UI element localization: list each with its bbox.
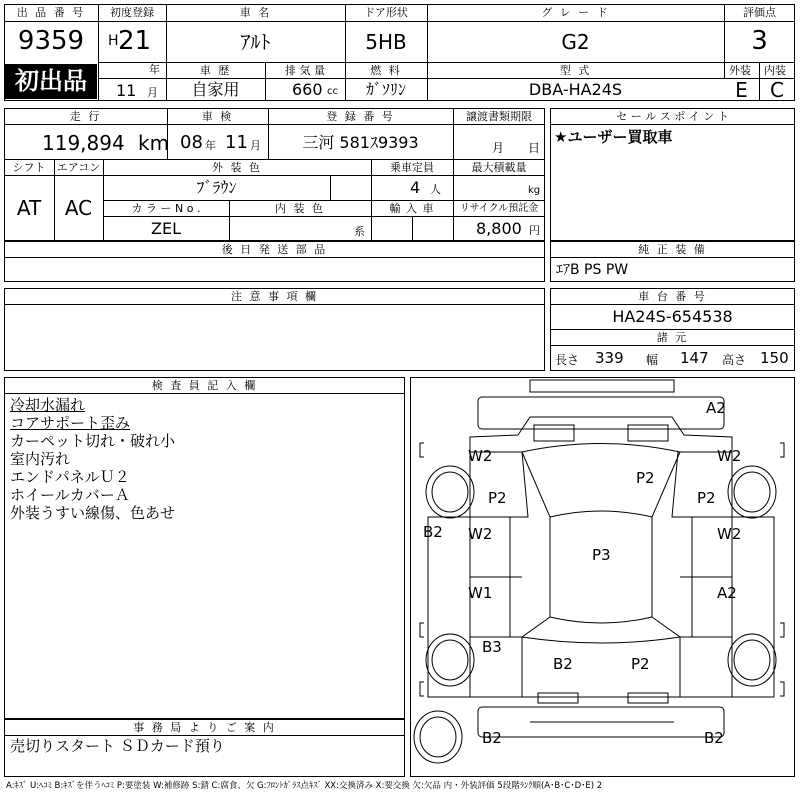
first-reg-label: 初度登録: [110, 6, 154, 19]
later-parts-label: 後 日 発 送 部 品: [221, 243, 328, 256]
transfer-doc-label: 譲渡書類期限: [466, 110, 532, 123]
exterior-label: 外装: [729, 64, 751, 77]
inspector-line: エンドパネルＵ２: [10, 468, 130, 486]
era: H: [108, 33, 119, 49]
model-label: 型 式: [559, 64, 592, 77]
specs-label: 諸 元: [656, 331, 689, 344]
model-code: DBA-HA24S: [528, 80, 623, 99]
interior-label: 内装: [764, 64, 786, 77]
displacement-label: 排 気 量: [285, 64, 325, 77]
history-label: 車 歴: [199, 64, 232, 77]
mark-rear-bumper-left: B2: [482, 729, 502, 747]
color-no-label: カ ラ ー N o .: [131, 202, 201, 215]
int-color-label: 内 装 色: [275, 202, 325, 215]
chassis-label: 車 台 番 号: [638, 290, 707, 303]
mark-right-front-door: W2: [717, 525, 742, 543]
door-label: ドア形状: [364, 6, 408, 19]
equipment: ｴｱB PS PW: [556, 262, 629, 278]
import-label: 輸 入 車: [389, 202, 435, 215]
height: 150: [760, 349, 789, 367]
transfer-month-unit: 月: [492, 141, 505, 155]
equipment-label: 純 正 装 備: [638, 243, 707, 256]
rating: 3: [751, 26, 768, 56]
fuel: ｶﾞｿﾘﾝ: [365, 80, 406, 99]
mark-left-front-wheel-arch: W2: [468, 447, 493, 465]
capacity: 4: [410, 178, 421, 197]
load-label: 最大積載量: [471, 161, 527, 174]
mark-left-side: B2: [423, 523, 443, 541]
aircon-label: エアコン: [56, 161, 101, 174]
inspection-month-unit: 月: [250, 139, 261, 152]
sales-point-label: セ ー ル ス ポ イ ン ト: [616, 110, 729, 123]
plate-number: 三河 581ｽ9393: [302, 133, 419, 152]
interior-grade: C: [770, 78, 784, 102]
office-label: 事 務 局 よ り ご 案 内: [133, 721, 276, 734]
lot-no-label: 出 品 番 号: [16, 6, 86, 19]
mark-hatch-left: B2: [553, 655, 573, 673]
ext-color-label: 外 装 色: [212, 161, 262, 174]
ext-color: ﾌﾞﾗｳﾝ: [196, 178, 237, 197]
inspector-line: 外装うすい線傷、色あせ: [10, 504, 176, 522]
mark-left-rear-quarter: B3: [482, 638, 502, 656]
fuel-label: 燃 料: [370, 64, 402, 77]
displacement: 660: [292, 80, 323, 99]
mark-right-front-fender: P2: [697, 489, 716, 507]
car-diagram: [410, 377, 795, 777]
grade-label: グ レ ー ド: [541, 6, 610, 19]
inspection-month: 11: [225, 132, 248, 153]
door-type: 5HB: [365, 30, 407, 54]
history: 自家用: [191, 80, 240, 99]
mark-front-bumper: A2: [706, 399, 726, 417]
load-unit: kg: [528, 185, 541, 196]
mark-right-front-wheel-arch: W2: [717, 447, 742, 465]
mark-left-front-fender: P2: [488, 489, 507, 507]
mileage: 119,894: [42, 131, 125, 155]
inspection-label: 車 検: [201, 110, 234, 123]
inspector-line: カーペット切れ・破れ小: [10, 432, 176, 450]
shift-label: シフト: [12, 161, 46, 174]
mark-roof: P3: [592, 546, 611, 564]
plate-label: 登 録 番 号: [326, 110, 395, 123]
inspector-line: コアサポート歪み: [10, 414, 131, 432]
exterior-grade: E: [735, 78, 748, 102]
wheel-icon: [414, 466, 776, 763]
aircon: AC: [64, 196, 93, 220]
mileage-label: 走 行: [69, 110, 102, 123]
color-no: ZEL: [151, 219, 181, 238]
inspection-year: 08: [180, 132, 203, 153]
width-label: 幅: [646, 353, 659, 367]
first-reg-month: 11: [116, 81, 137, 100]
inspection-year-unit: 年: [205, 139, 216, 152]
inspector-line: 冷却水漏れ: [10, 396, 86, 414]
int-color-suffix: 系: [354, 225, 365, 238]
mark-left-rear-door: W1: [468, 584, 493, 602]
first-reg-year: 21: [118, 26, 152, 56]
mark-right-rear-door: A2: [717, 584, 737, 602]
inspector-line: ホイールカバーＡ: [10, 486, 130, 504]
mileage-unit: km: [138, 131, 170, 155]
first-listing-badge: 初出品: [5, 64, 97, 99]
capacity-label: 乗車定員: [390, 161, 434, 174]
mark-hood: P2: [636, 469, 655, 487]
transfer-day-unit: 日: [528, 141, 541, 155]
length: 339: [595, 349, 624, 367]
sales-point: ★ユーザー買取車: [554, 128, 673, 146]
inspector-line: 室内汚れ: [10, 450, 71, 468]
legend: A:ｷｽﾞ U:ﾍｺﾐ B:ｷｽﾞを伴うﾍｺﾐ P:要塗装 W:補修跡 S:錆 C:腐食、欠 G:ﾌﾛﾝﾄｶﾞﾗｽ点ｷｽﾞ XX:交換済み X:要交換 欠:欠品 内・外装評価 5段階ﾗﾝｸ順(A･B･C･D･E) 2: [6, 781, 603, 791]
width: 147: [680, 349, 709, 367]
chassis-number: HA24S-654538: [612, 307, 733, 326]
length-label: 長さ: [555, 353, 580, 367]
inspector-label: 検 査 員 記 入 欄: [151, 379, 258, 392]
shift: AT: [16, 196, 42, 220]
height-label: 高さ: [722, 353, 747, 367]
mark-left-front-door: W2: [468, 525, 493, 543]
recycle-unit: 円: [529, 224, 540, 237]
caution-label: 注 意 事 項 欄: [231, 290, 318, 303]
recycle-fee: 8,800: [476, 219, 522, 238]
mark-hatch-right: P2: [631, 655, 650, 673]
rating-label: 評価点: [743, 6, 776, 19]
inspector-notes: [10, 396, 175, 522]
year-unit: 年: [149, 63, 160, 76]
month-unit: 月: [147, 86, 158, 99]
capacity-unit: 人: [430, 183, 441, 196]
office-note: 売切りスタート ＳＤカード預り: [10, 737, 225, 755]
displacement-unit: cc: [327, 86, 338, 97]
car-name: ｱﾙﾄ: [240, 30, 271, 54]
lot-number: 9359: [17, 26, 85, 56]
car-name-label: 車 名: [239, 6, 272, 19]
grade: G2: [561, 30, 590, 54]
mark-rear-bumper-right: B2: [704, 729, 724, 747]
recycle-label: リサイクル預託金: [459, 203, 539, 214]
